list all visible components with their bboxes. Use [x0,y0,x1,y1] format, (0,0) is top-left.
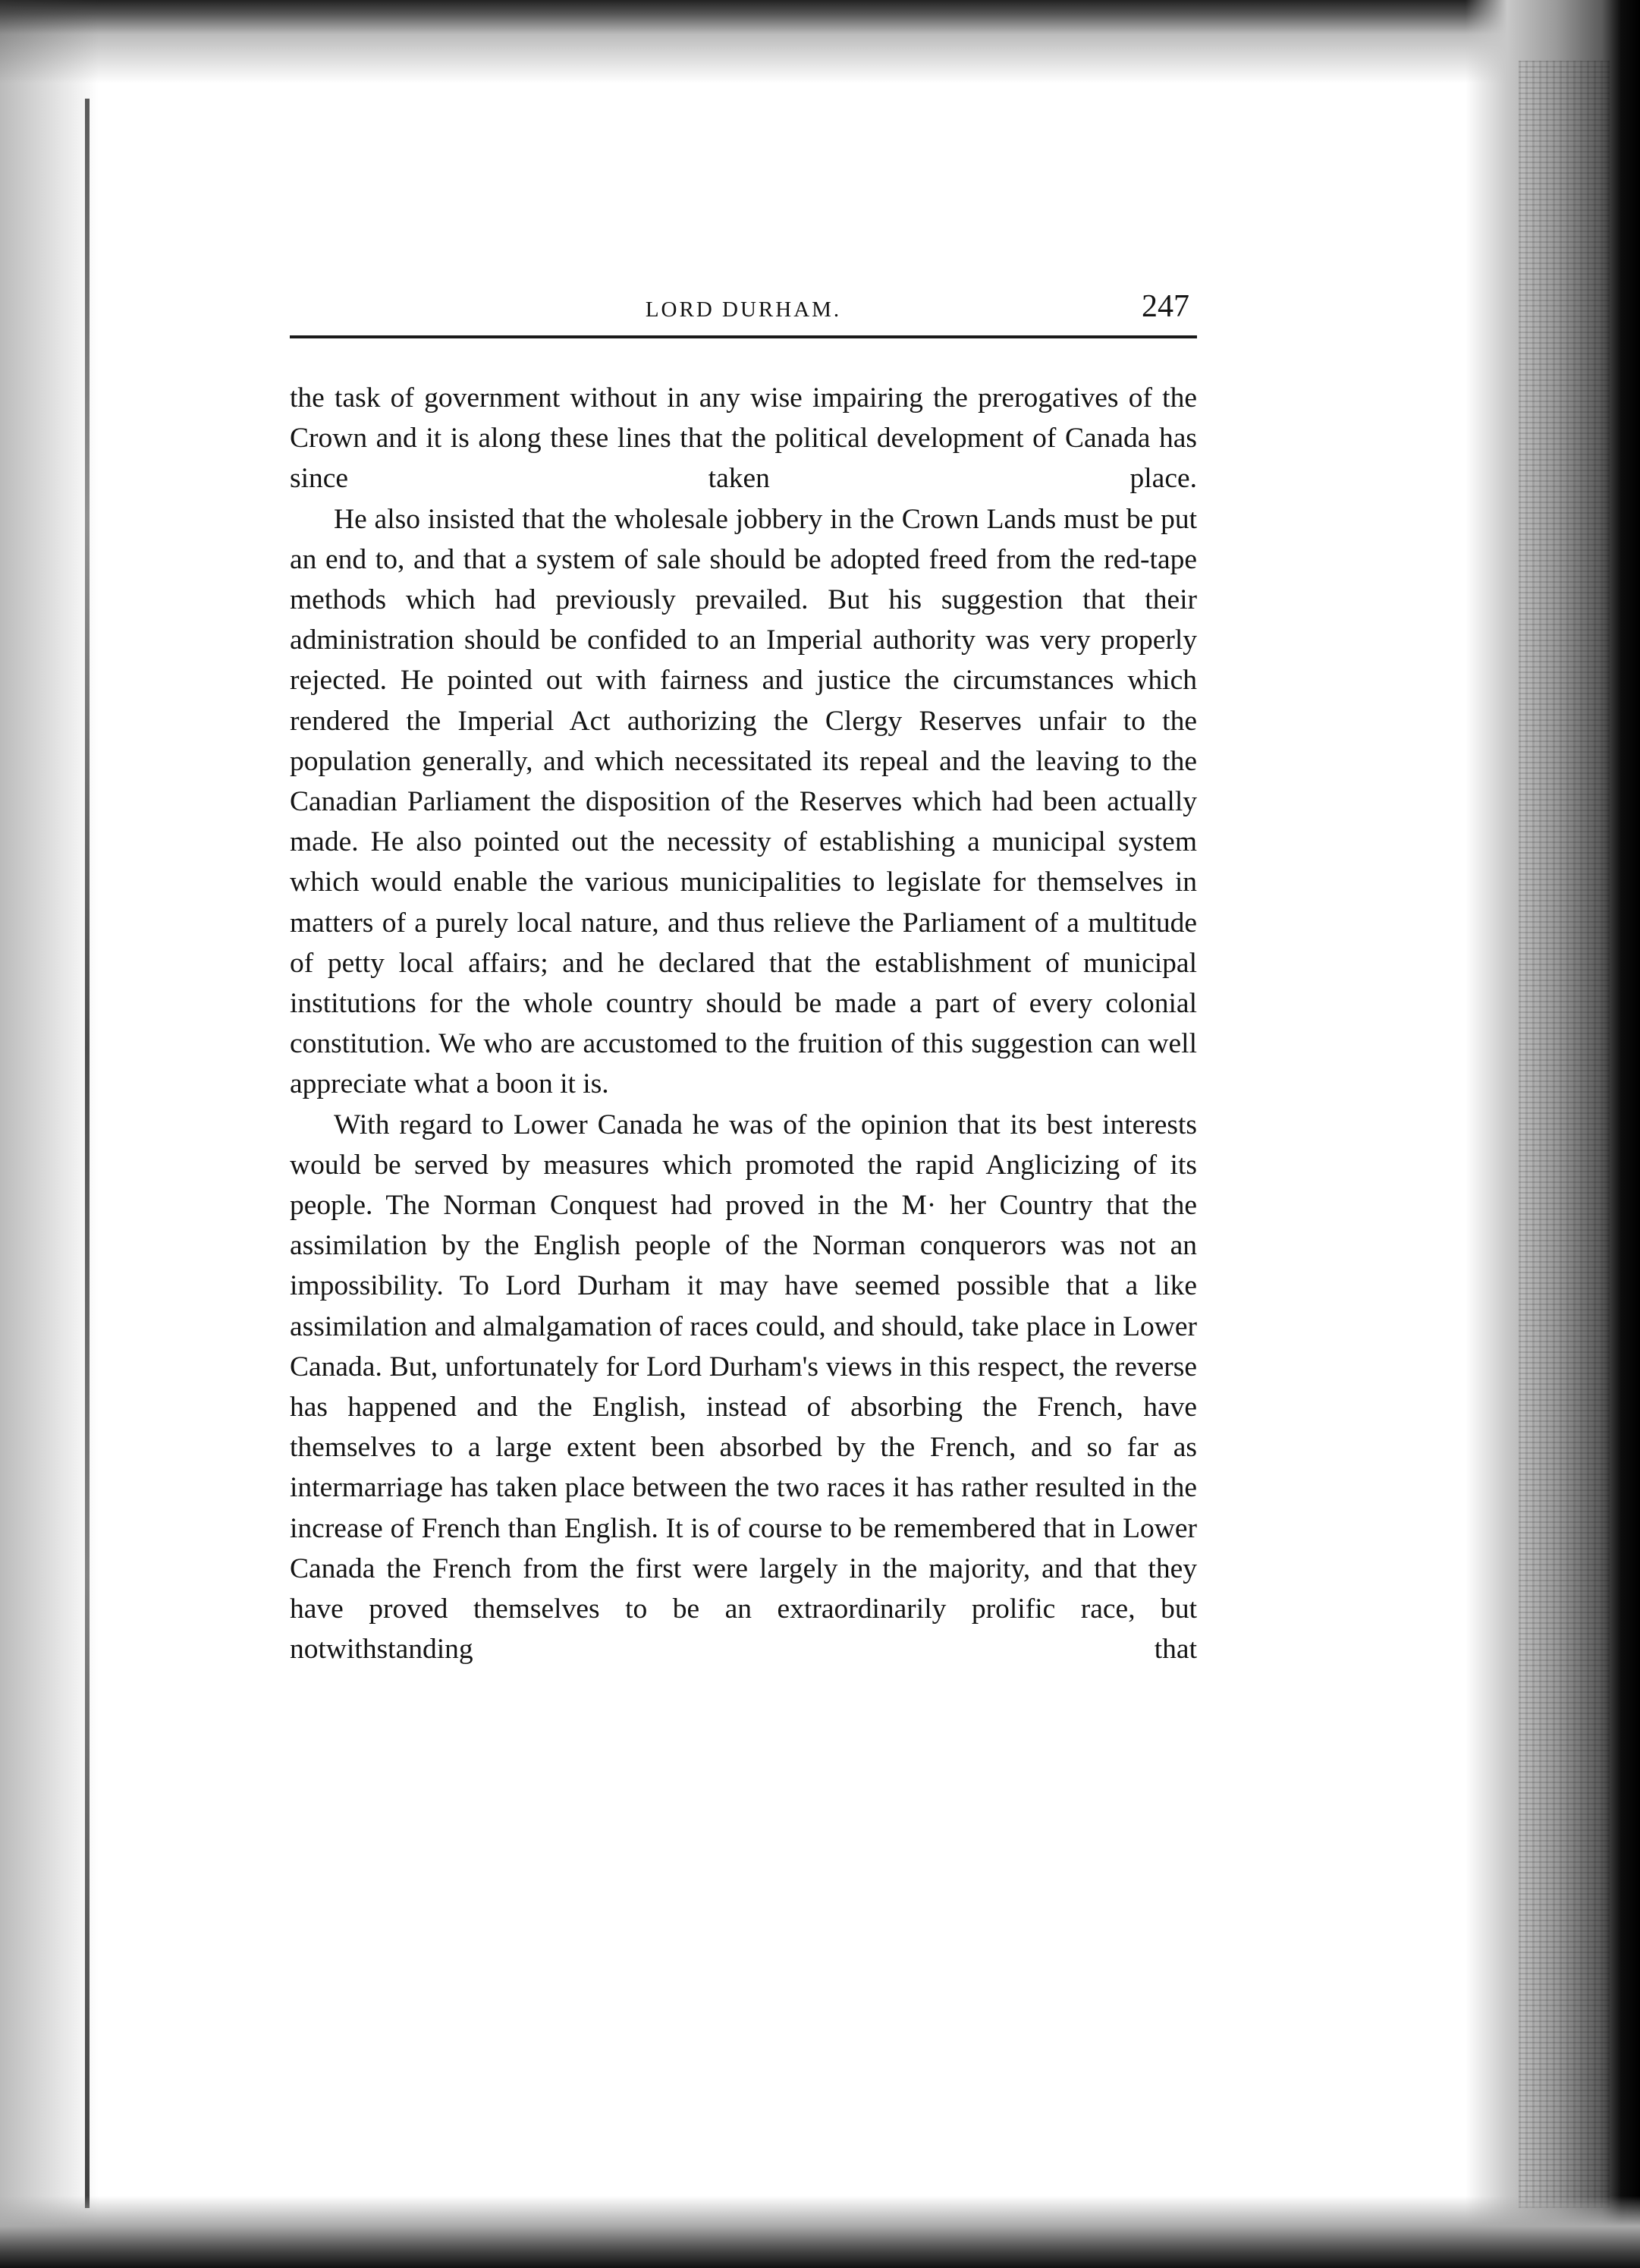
binding-shadow-line [85,99,90,2208]
paragraph-3: With regard to Lower Canada he was of the opinion that its best interests would be served by measures which promoted the rapid Anglicizing of its people. The Norman Conquest had proved in the M· her Country that the assimilation by the English people of the Norman conquerors was not an impossibility. To Lord Durham it may have seemed possible that a like assimilation and almalgamation of races could, and should, take place in Lower Canada. But, unfortunately for Lord Durham's views in this respect, the reverse has happened and the English, instead of absorbing the French, have themselves to a large extent been absorbed by the French, and so far as intermarriage has taken place between the two races it has rather resulted in the increase of French than English. It is of course to be remembered that in Lower Canada the French from the first were largely in the majority, and that they have proved themselves to be an extraordinarily prolific race, but notwithstanding that [290,1109,1197,1666]
scan-noise-right [1519,61,1610,2208]
scan-edge-bottom [0,2196,1640,2268]
running-head [290,288,1197,338]
book-page [290,288,1197,1670]
scan-edge-top [0,0,1640,83]
scan-edge-left [0,0,99,2268]
page-number: 247 [1142,289,1189,324]
running-title: LORD DURHAM. [645,297,842,322]
body-text [290,378,1197,1670]
paragraph-1: the task of government without in any wise impairing the prerogatives of the Crown and it is along these lines that the political development of Canada has since taken place. [290,382,1197,495]
paragraph-2: He also insisted that the wholesale jobbery in the Crown Lands must be put an end to, and that a system of sale should be adopted freed from the red-tape methods which had previously prevailed. But his suggestion that their administration should be confided to an Imperial authority was very properly rejected. He pointed out with fairness and justice the circumstances which rendered the Imperial Act authorizing the Clergy Reserves unfair to the population generally, and which necessitated its repeal and the leaving to the Canadian Parliament the disposition of the Reserves which had been actually made. He also pointed out the necessity of establishing a municipal system which would enable the various municipalities to legislate for themselves in matters of a purely local nature, and thus relieve the Parliament of a multitude of petty local affairs; and he declared that the establishment of municipal institutions for the whole country should be made a part of every colonial constitution. We who are accustomed to the fruition of this suggestion can well appreciate what a boon it is. [290,503,1197,1100]
